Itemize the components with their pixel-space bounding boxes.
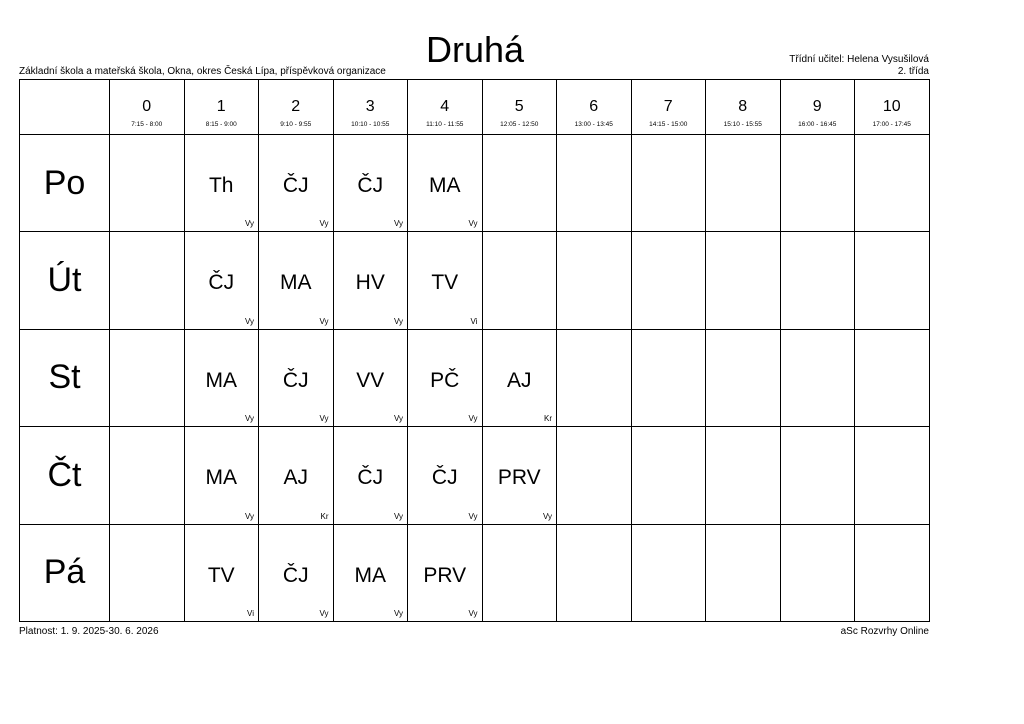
- empty-cell: [780, 427, 855, 524]
- period-time: 9:10 - 9:55: [280, 121, 312, 128]
- empty-cell: [110, 135, 185, 232]
- lesson-teacher: Vy: [468, 414, 478, 424]
- class-name: 2. třída: [897, 66, 929, 77]
- lesson-cell: [482, 329, 557, 426]
- empty-cell: [110, 232, 185, 329]
- lesson-subject: ČJ: [282, 368, 309, 392]
- lesson-subject: ČJ: [208, 271, 235, 295]
- lesson-teacher: Vi: [247, 609, 254, 618]
- lesson-cell: [259, 135, 334, 232]
- empty-cell: [780, 232, 855, 329]
- empty-cell: [631, 524, 706, 621]
- timetable-grid: [19, 79, 930, 622]
- period-number: 5: [514, 98, 524, 115]
- empty-cell: [631, 135, 706, 232]
- lesson-subject: AJ: [283, 466, 308, 490]
- empty-cell: [557, 232, 632, 329]
- empty-cell: [780, 329, 855, 426]
- lesson-cell: [408, 135, 483, 232]
- lesson-subject: VV: [356, 368, 385, 392]
- empty-cell: [482, 232, 557, 329]
- lesson-subject: HV: [355, 271, 385, 295]
- lesson-teacher: Vy: [393, 316, 403, 326]
- day-row: [20, 135, 930, 232]
- empty-cell: [706, 329, 781, 426]
- empty-cell: [706, 135, 781, 232]
- empty-cell: [631, 329, 706, 426]
- lesson-cell: [184, 329, 259, 426]
- period-header: [408, 80, 483, 135]
- corner-cell: [20, 80, 110, 135]
- lesson-subject: ČJ: [357, 466, 384, 490]
- lesson-subject: PRV: [497, 466, 541, 490]
- period-time: 8:15 - 9:00: [205, 121, 237, 128]
- period-header-row: [20, 80, 930, 135]
- lesson-subject: PRV: [423, 563, 467, 587]
- lesson-subject: Th: [208, 174, 234, 197]
- period-time: 10:10 - 10:55: [351, 121, 390, 128]
- lesson-teacher: Vy: [468, 219, 478, 229]
- lesson-cell: [333, 427, 408, 524]
- period-time: 14:15 - 15:00: [649, 121, 688, 128]
- lesson-teacher: Vy: [393, 219, 403, 229]
- period-number: 2: [291, 98, 301, 115]
- empty-cell: [631, 232, 706, 329]
- lesson-subject: MA: [205, 368, 237, 392]
- period-number: 8: [738, 98, 748, 115]
- period-header: [333, 80, 408, 135]
- empty-cell: [110, 329, 185, 426]
- day-row: [20, 232, 930, 329]
- lesson-teacher: Vy: [244, 414, 254, 424]
- period-header: [482, 80, 557, 135]
- period-time: 17:00 - 17:45: [872, 121, 911, 128]
- lesson-teacher: Vi: [470, 316, 478, 326]
- empty-cell: [855, 135, 930, 232]
- validity-period: Platnost: 1. 9. 2025-30. 6. 2026: [19, 626, 159, 637]
- lesson-cell: [184, 524, 259, 621]
- period-header: [557, 80, 632, 135]
- empty-cell: [855, 232, 930, 329]
- period-time: 11:10 - 11:55: [426, 121, 464, 128]
- period-header: [184, 80, 259, 135]
- lesson-subject: MA: [429, 174, 461, 197]
- day-label: Po: [20, 135, 110, 232]
- lesson-cell: [408, 329, 483, 426]
- lesson-teacher: Kr: [320, 511, 329, 521]
- lesson-cell: [333, 232, 408, 329]
- empty-cell: [557, 135, 632, 232]
- period-number: 4: [440, 98, 450, 115]
- period-time: 12:05 - 12:50: [500, 121, 539, 128]
- brand-label: aSc Rozvrhy Online: [840, 626, 929, 637]
- day-label: St: [20, 329, 110, 426]
- lesson-cell: [333, 135, 408, 232]
- lesson-cell: [333, 329, 408, 426]
- empty-cell: [482, 524, 557, 621]
- empty-cell: [706, 232, 781, 329]
- lesson-teacher: Vy: [319, 609, 329, 618]
- empty-cell: [780, 524, 855, 621]
- lesson-subject: TV: [207, 563, 235, 587]
- lesson-teacher: Vy: [393, 414, 403, 424]
- lesson-subject: ČJ: [282, 174, 309, 197]
- lesson-cell: [408, 524, 483, 621]
- day-label: Čt: [20, 427, 110, 524]
- empty-cell: [855, 524, 930, 621]
- day-row: [20, 524, 930, 621]
- period-header: [706, 80, 781, 135]
- lesson-cell: [259, 232, 334, 329]
- period-header: [780, 80, 855, 135]
- empty-cell: [482, 135, 557, 232]
- period-header: [631, 80, 706, 135]
- lesson-subject: MA: [280, 271, 312, 295]
- lesson-teacher: Vy: [244, 219, 254, 229]
- empty-cell: [631, 427, 706, 524]
- lesson-subject: MA: [205, 466, 237, 490]
- lesson-subject: MA: [354, 563, 386, 587]
- lesson-cell: [408, 232, 483, 329]
- empty-cell: [780, 135, 855, 232]
- lesson-teacher: Vy: [319, 414, 329, 424]
- lesson-subject: PČ: [430, 368, 460, 392]
- period-time: 7:15 - 8:00: [131, 121, 163, 128]
- empty-cell: [557, 427, 632, 524]
- lesson-subject: ČJ: [431, 466, 458, 490]
- period-header: [855, 80, 930, 135]
- empty-cell: [706, 524, 781, 621]
- lesson-cell: [408, 427, 483, 524]
- lesson-subject: AJ: [506, 368, 532, 392]
- period-time: 13:00 - 13:45: [574, 121, 613, 128]
- class-teacher: Třídní učitel: Helena Vysušilová: [789, 54, 929, 65]
- period-time: 15:10 - 15:55: [723, 121, 762, 128]
- lesson-cell: [259, 427, 334, 524]
- empty-cell: [110, 427, 185, 524]
- lesson-cell: [184, 135, 259, 232]
- lesson-teacher: Vy: [468, 511, 478, 521]
- period-number: 6: [589, 98, 599, 115]
- lesson-teacher: Vy: [542, 511, 552, 521]
- lesson-teacher: Kr: [544, 414, 552, 424]
- lesson-cell: [259, 524, 334, 621]
- period-number: 10: [882, 98, 901, 115]
- empty-cell: [557, 524, 632, 621]
- period-number: 9: [812, 98, 822, 115]
- empty-cell: [110, 524, 185, 621]
- period-header: [259, 80, 334, 135]
- day-label: Út: [20, 232, 110, 329]
- period-number: 0: [142, 98, 152, 115]
- lesson-cell: [184, 427, 259, 524]
- lesson-subject: ČJ: [357, 174, 384, 197]
- timetable-title: Druhá: [425, 29, 525, 70]
- period-time: 16:00 - 16:45: [798, 121, 837, 128]
- empty-cell: [706, 427, 781, 524]
- empty-cell: [855, 427, 930, 524]
- lesson-teacher: Vy: [393, 511, 403, 521]
- day-label: Pá: [20, 524, 110, 621]
- school-name: Základní škola a mateřská škola, Okna, okres Česká Lípa, příspěvková organizace: [19, 66, 386, 77]
- day-row: [20, 427, 930, 524]
- period-number: 3: [365, 98, 375, 115]
- lesson-cell: [184, 232, 259, 329]
- lesson-subject: TV: [431, 271, 459, 295]
- lesson-cell: [482, 427, 557, 524]
- period-header: [110, 80, 185, 135]
- period-number: 1: [216, 98, 226, 115]
- lesson-teacher: Vy: [244, 511, 254, 521]
- period-number: 7: [663, 98, 673, 115]
- lesson-teacher: Vy: [319, 316, 329, 326]
- lesson-teacher: Vy: [468, 609, 478, 618]
- lesson-teacher: Vy: [244, 316, 254, 326]
- lesson-teacher: Vy: [393, 609, 403, 618]
- day-row: [20, 329, 930, 426]
- lesson-cell: [333, 524, 408, 621]
- lesson-subject: ČJ: [282, 563, 309, 587]
- empty-cell: [855, 329, 930, 426]
- lesson-cell: [259, 329, 334, 426]
- lesson-teacher: Vy: [319, 219, 329, 229]
- empty-cell: [557, 329, 632, 426]
